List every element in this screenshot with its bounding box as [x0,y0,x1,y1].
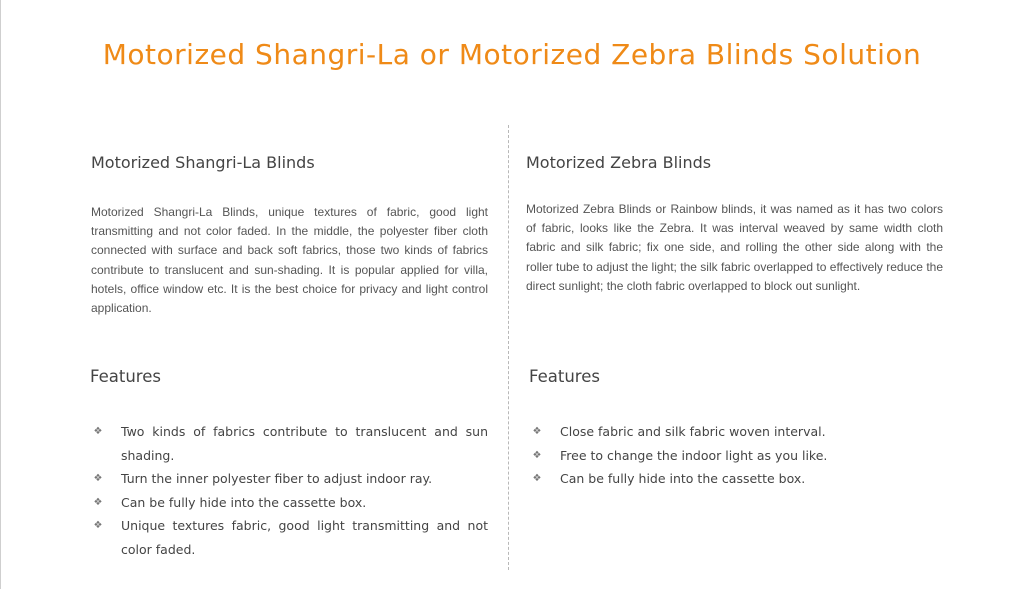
page-title: Motorized Shangri-La or Motorized Zebra Blinds Solution [102,38,922,71]
feature-item [91,420,488,467]
zebra-description: Motorized Zebra Blinds or Rainbow blinds, it was named as it has two colors of fabric, looks like the Zebra. It was interval weaved by same width cloth fabric and silk fabric; fix one side, and rolling the other side along with the roller tube to adjust the light; the silk fabric overlapped to effectively reduce the direct sunlight; the cloth fabric overlapped to block out sunlight. [526,202,943,293]
feature-text: Close fabric and silk fabric woven interval. [560,424,826,439]
zebra-heading: Motorized Zebra Blinds [526,153,712,172]
feature-text: Can be fully hide into the cassette box. [121,494,367,510]
feature-item [530,444,930,468]
column-divider [508,125,509,570]
feature-item [91,491,488,515]
shangri-la-features-heading: Features [90,367,161,386]
feature-item [530,420,930,444]
diamond-dots-icon: ❖ [532,449,542,461]
diamond-dots-icon: ❖ [93,473,103,484]
shangri-la-features-list [91,420,488,561]
feature-text: Free to change the indoor light as you like. [560,447,828,463]
feature-item [91,467,488,491]
zebra-features-heading: Features [529,367,600,386]
diamond-dots-icon: ❖ [93,426,103,437]
diamond-dots-icon: ❖ [532,473,542,484]
shangri-la-heading: Motorized Shangri-La Blinds [91,153,315,172]
zebra-features-list [530,420,930,491]
feature-text: Two kinds of fabrics contribute to translucent and sun shading. [121,424,488,463]
feature-item [91,514,488,561]
feature-text: Can be fully hide into the cassette box. [560,471,806,486]
diamond-dots-icon: ❖ [93,520,103,531]
diamond-dots-icon: ❖ [93,496,103,508]
shangri-la-description: Motorized Shangri-La Blinds, unique textures of fabric, good light transmitting and not color faded. In the middle, the polyester fiber cloth connected with surface and back soft fabrics, those two kinds of fabrics contribute to translucent and sun-shading. It is popular applied for villa, hotels, office window etc. It is the best choice for privacy and light control application. [91,205,488,316]
page-left-border [0,0,1,589]
feature-text: Unique textures fabric, good light transmitting and not color faded. [121,518,488,557]
feature-item [530,467,930,491]
feature-text: Turn the inner polyester fiber to adjust indoor ray. [121,471,433,486]
diamond-dots-icon: ❖ [532,426,542,437]
